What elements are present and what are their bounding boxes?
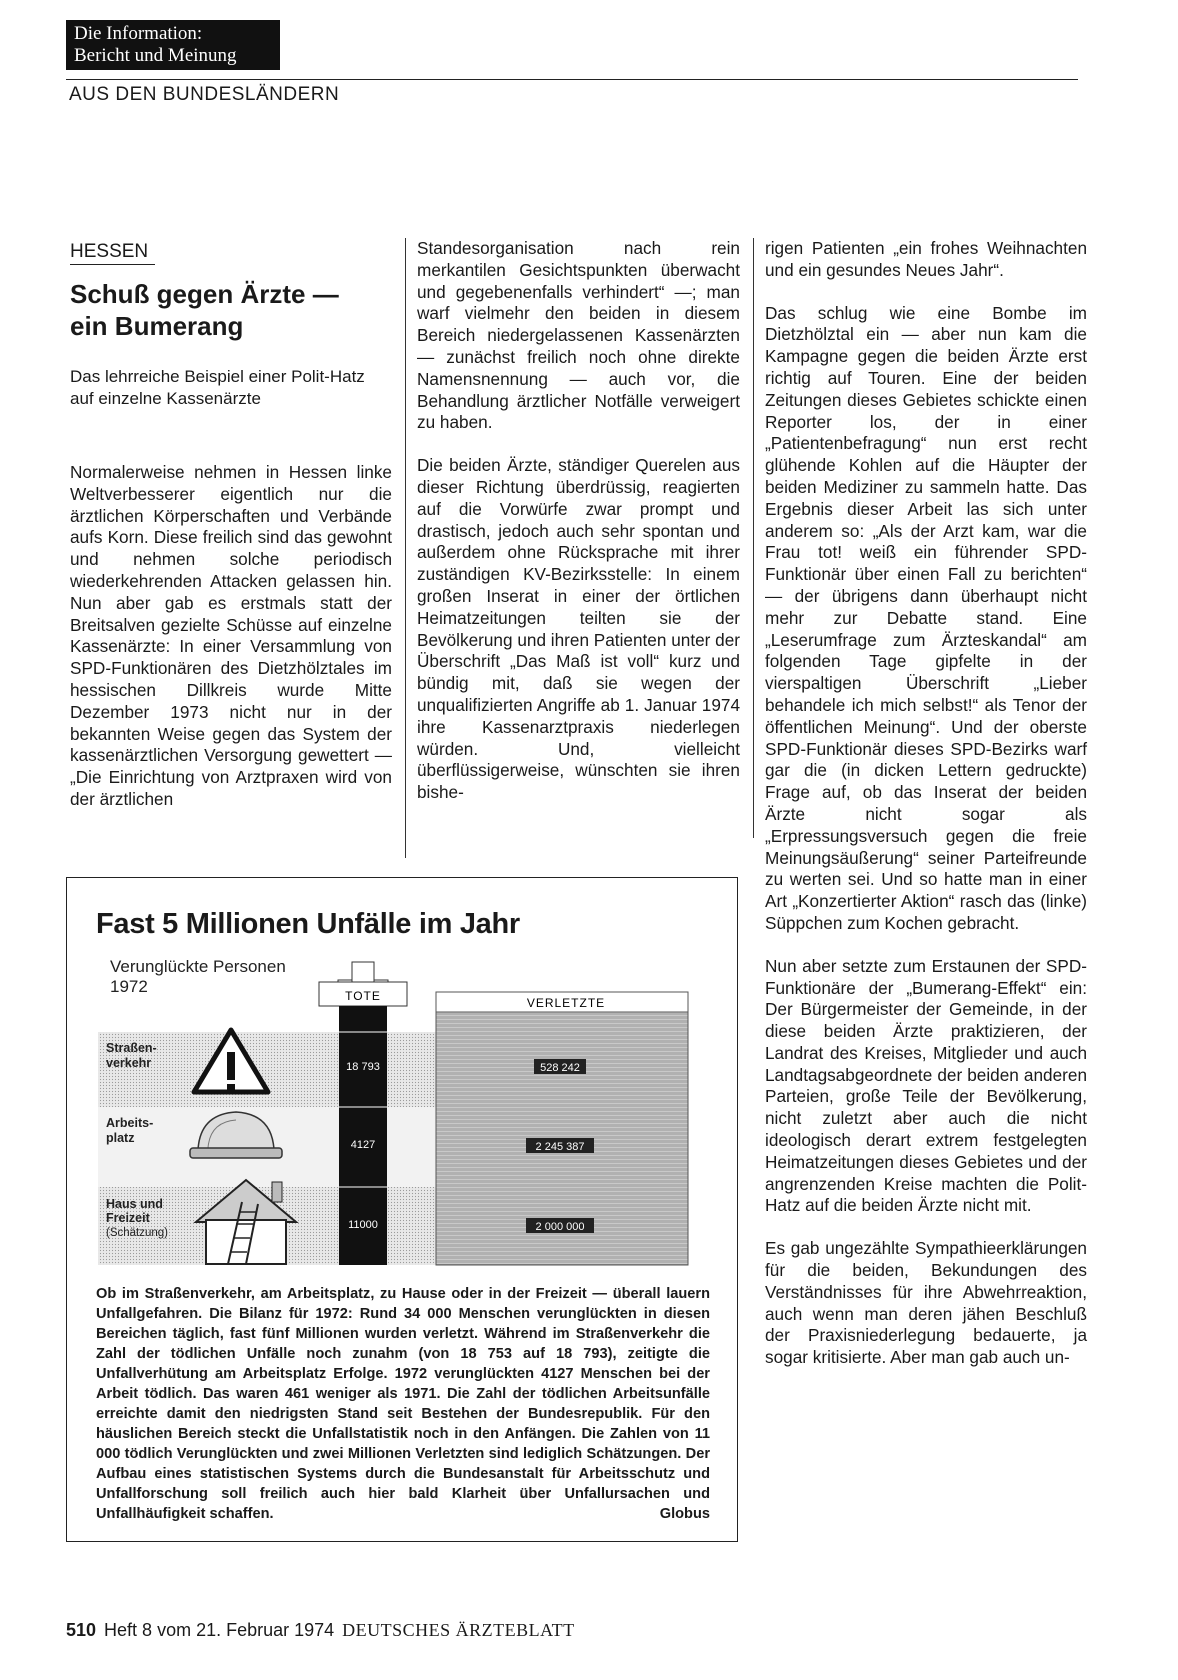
verletzte-label: VERLETZTE (526, 996, 606, 1010)
header-rule (66, 79, 1078, 80)
rubric-line-1: Die Information: (74, 23, 203, 44)
region-rule (70, 264, 155, 265)
chart-subtitle-2: 1972 (110, 977, 148, 996)
verletzte-value-2: 2 245 387 (535, 1141, 585, 1153)
article-column-3 (765, 238, 1087, 1369)
verletzte-value-1: 528 242 (540, 1062, 580, 1074)
category-label-2b: platz (106, 1131, 135, 1145)
issue-info: Heft 8 vom 21. Februar 1974 (104, 1620, 335, 1640)
paragraph: Nun aber setzte zum Erstaunen der SPD-Funktionäre der „Bumerang-Effekt“ ein: Der Bürgermeister der Gemeinde, in der diese beiden Ärzte praktizieren, der Landrat des Kreises, Mitglieder und auch Landtagsabgeordnete der beiden anderen Parteien, große Teile der Bevölkerung, nicht zuletzt aber auch die nicht ideologisch derart extrem festgelegten Heimatzeitungen dieses Gebietes und der angrenzenden Kreise machten die Polit-Hatz auf die beiden Ärzte nicht mit. (765, 955, 1087, 1216)
rubric-line-2: Bericht und Meinung (74, 45, 237, 66)
chart-subtitle-1: Verunglückte Personen (110, 957, 286, 976)
article-headline: Schuß gegen Ärzte — ein Bumerang (70, 279, 339, 341)
paragraph: rigen Patienten „ein frohes Weihnachten und ein gesundes Neues Jahr“. (765, 238, 1087, 280)
page-footer (66, 1620, 575, 1641)
region-label: HESSEN (70, 241, 149, 262)
category-label-3a: Haus und (106, 1197, 163, 1211)
category-label-3c: (Schätzung) (106, 1227, 169, 1239)
category-label-3b: Freizeit (106, 1211, 150, 1225)
paragraph: Es gab ungezählte Sympathieerklärungen für die beiden, Bekundungen des Verständnisses für ihre Abwehrreaktion, auch wenn man deren jähen Beschluß der Praxisniederlegung bedauerte, ja sogar kritisierte. Aber man gab auch un- (765, 1238, 1087, 1368)
infographic-title: Fast 5 Millionen Unfälle im Jahr (96, 908, 520, 940)
tote-value-3: 11000 (348, 1219, 378, 1231)
magazine-name: DEUTSCHES ÄRZTEBLATT (342, 1620, 575, 1640)
category-label-1a: Straßen- (106, 1041, 157, 1055)
caption-source: Globus (659, 1506, 710, 1522)
verletzte-value-3: 2 000 000 (535, 1221, 585, 1233)
tote-cross-cap (352, 962, 374, 982)
article-column-2 (417, 238, 740, 804)
paragraph: Das schlug wie eine Bombe im Dietzhölztal ein — aber nun kam die Kampagne gegen die beiden Ärzte erst richtig auf Touren. Eine der beiden Zeitungen dieses Gebietes schickte einen Reporter los, der in einer „Patientenbefragung“ nun erst recht glühende Kohlen auf die Häupter der beiden Mediziner zu sammeln hatte. Das Ergebnis dieser Arbeit las sich unter anderem so: „Als der Arzt kam, war die Frau tot! weiß ein führender SPD-Funktionär über einen Fall zu berichten“ — der übrigens dann überhaupt nicht mehr zur Debatte stand. Eine „Leserumfrage zum Ärzteskandal“ am folgenden Tage gipfelte in der vierspaltigen Überschrift „Lieber behandele ich mich selbst!“ als Tenor der öffentlichen Meinung“. Und der oberste SPD-Funktionär dieses SPD-Bezirks warf gar die (in dicken Lettern gedruckte) Frage auf, ob das Inserat der beiden Ärzte nicht sogar als „Erpressungsversuch gegen die freie Meinungsäußerung“ seiner Parteifreunde zu werten sei. Und so hatte man in einer Art „Konzertierter Aktion“ rasch das (linke) Süppchen zum Kochen gebracht. (765, 302, 1087, 933)
tote-label: TOTE (345, 989, 381, 1003)
column-divider (405, 238, 406, 858)
paragraph: Normalerweise nehmen in Hessen linke Weltverbesserer eigentlich nur die ärztlichen Körperschaften und Verbände aufs Korn. Diese freilich sind das gewohnt und nehmen solche periodisch wiederkehrenden Attacken gelassen hin. Nun aber gab es erstmals statt der Breitsalven gezielte Schüsse auf einzelne Kassenärzte: In einer Versammlung von SPD-Funktionären des Dietzhölztales im hessischen Dillkreis wurde Mitte Dezember 1973 nicht nur in der bekannten Weise gegen das System der kassenärztlichen Versorgung gewettert — „Die Einrichtung von Arztpraxen wird von der ärztlichen (70, 462, 392, 809)
article-deck: Das lehrreiche Beispiel einer Polit-Hatz auf einzelne Kassenärzte (70, 367, 365, 408)
rubric-badge (66, 20, 280, 70)
infographic-chart (96, 952, 710, 1272)
section-title: AUS DEN BUNDESLÄNDERN (69, 84, 340, 105)
caption-text: Ob im Straßenverkehr, am Arbeitsplatz, zu Hause oder in der Freizeit — überall lauern Unfallgefahren. Die Bilanz für 1972: Rund 34 000 Menschen verunglückten in diesen Bereichen täglich, fast fünf Millionen wurden verletzt. Während im Straßenverkehr die Zahl der tödlichen Unfälle noch zunahm (von 18 753 auf 18 793), zeitigte die Unfallverhütung am Arbeitsplatz Erfolge. 1972 verunglückten 4127 Menschen bei der Arbeit tödlich. Das waren 461 weniger als 1971. Die Zahl der tödlichen Arbeitsunfälle erreichte damit den niedrigsten Stand seit Bestehen der Bundesrepublik. Für den häuslichen Bereich steckt die Unfallstatistik noch in den Anfängen. Die Zahlen von 11 000 tödlich Verunglückten und zwei Millionen Verletzten sind lediglich Schätzungen. Der Aufbau eines statistischen Systems durch die Bundesanstalt für Arbeitsschutz und Unfallforschung soll freilich auch hier bald Klarheit über Unfallursachen und Unfallhäufigkeit schaffen. (96, 1286, 710, 1522)
column-divider (753, 238, 754, 838)
category-label-1b: verkehr (106, 1056, 152, 1070)
paragraph: Die beiden Ärzte, ständiger Querelen aus dieser Richtung überdrüssig, reagierten auf die Vorwürfe zwar prompt und drastisch, jedoch auch sehr spontan und außerdem ohne Rücksprache mit ihrer zuständigen KV-Bezirksstelle: In einem großen Inserat in einer der örtlichen Heimatzeitungen teilten sie der Bevölkerung und ihren Patienten unter der Überschrift „Das Maß ist voll“ kurz und bündig mit, daß sie wegen der unqualifizierten Angriffe ab 1. Januar 1974 ihre Kassenarztpraxis niederlegen würden. Und, vielleicht überflüssigerweise, wünschten sie ihren bishe- (417, 455, 740, 803)
tote-value-1: 18 793 (346, 1061, 380, 1073)
tote-value-2: 4127 (350, 1139, 376, 1151)
article-column-1 (70, 462, 392, 811)
category-label-2a: Arbeits- (106, 1116, 154, 1130)
paragraph: Standesorganisation nach rein merkantilen Gesichtspunkten überwacht und gegebenenfalls verhindert“ —; man warf vielmehr den beiden in diesem Bereich niedergelassenen Kassenärzten — zunächst freilich noch ohne direkte Namensnennung — auch vor, die Behandlung ärztlicher Notfälle verweigert zu haben. (417, 238, 740, 433)
infographic-caption (96, 1284, 710, 1524)
page-number: 510 (66, 1620, 97, 1640)
